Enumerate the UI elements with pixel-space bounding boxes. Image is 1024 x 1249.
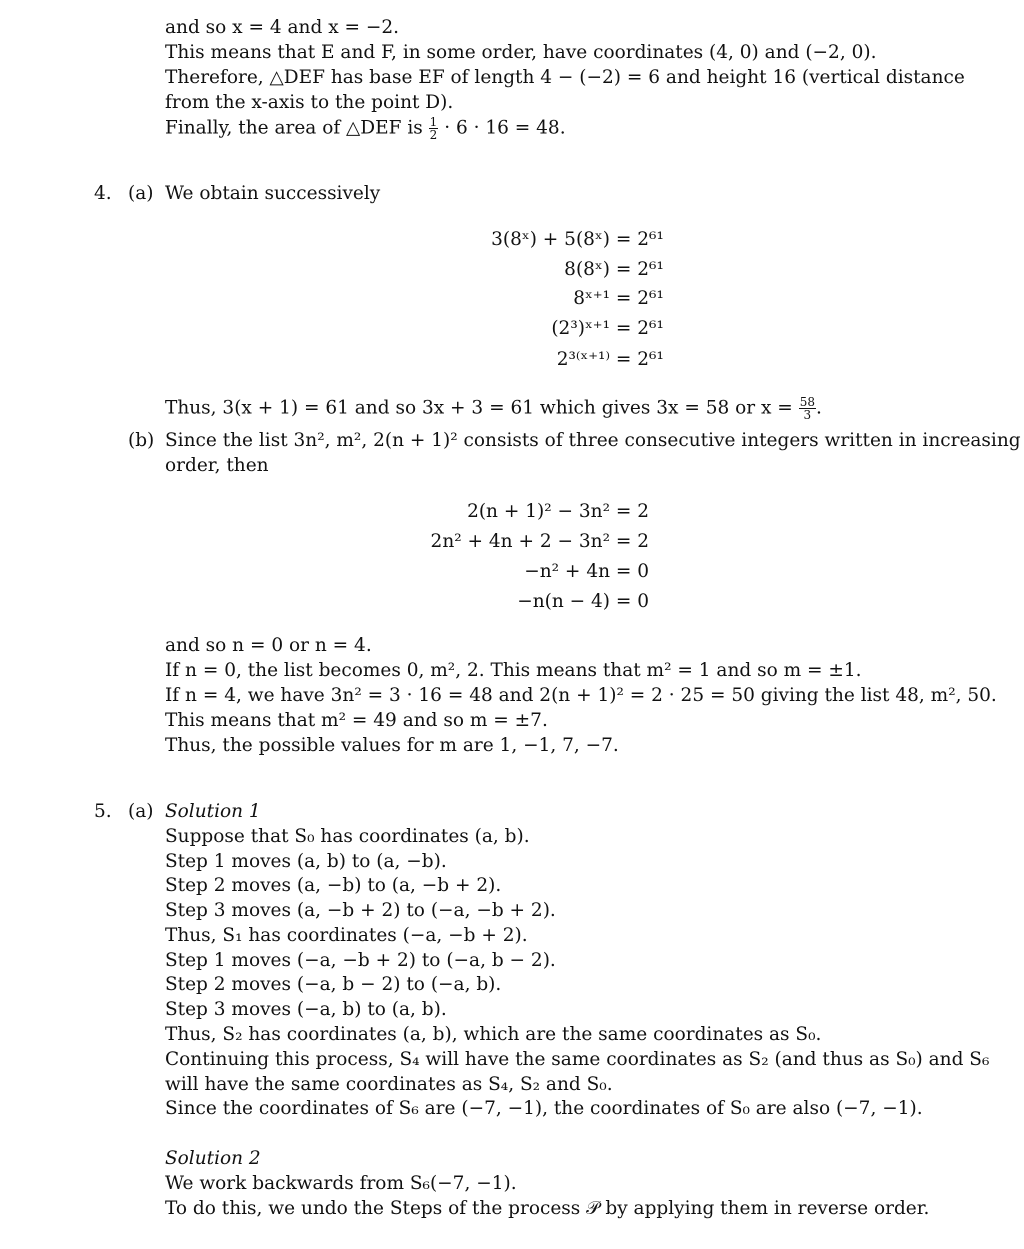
- equation-rhs: = 0: [615, 591, 650, 612]
- problem-4a-equation-1: [440, 225, 664, 255]
- solution-1-line: Step 3 moves (a, −b + 2) to (−a, −b + 2).: [165, 900, 556, 921]
- problem-4a-equation-4: [440, 314, 664, 344]
- solution-2-line: We work backwards from S₆(−7, −1).: [165, 1173, 517, 1194]
- intro-line-4: from the x-axis to the point D).: [165, 92, 454, 113]
- intro-line-1: and so x = 4 and x = −2.: [165, 17, 400, 38]
- problem-4a-conclusion: [165, 396, 822, 421]
- equation-lhs: 8(8ˣ): [564, 259, 610, 280]
- fraction-numerator: 58: [799, 395, 815, 409]
- problem-5-number: 5.: [94, 801, 112, 822]
- conclusion-post: .: [815, 397, 822, 419]
- intro-line-5: [165, 116, 566, 141]
- problem-4b-after-3: If n = 4, we have 3n² = 3 · 16 = 48 and 2(n + 1)² = 2 · 25 = 50 giving the list 48, m², 50.: [165, 685, 997, 706]
- problem-4b-equation-2: [400, 527, 649, 557]
- solution-1-line: Continuing this process, S₄ will have the same coordinates as S₂ (and thus as S₀) and S₆: [165, 1049, 990, 1070]
- equation-rhs: = 2⁶¹: [615, 349, 664, 370]
- conclusion-fraction: [799, 396, 816, 421]
- equation-rhs: = 2⁶¹: [615, 318, 664, 339]
- problem-4b-after-4: This means that m² = 49 and so m = ±7.: [165, 710, 548, 731]
- equation-lhs: 3(8ˣ) + 5(8ˣ): [491, 229, 610, 250]
- intro-line-3: Therefore, △DEF has base EF of length 4 − (−2) = 6 and height 16 (vertical distance: [165, 67, 965, 88]
- equation-lhs: 2(n + 1)² − 3n²: [467, 501, 610, 522]
- solution-1-line: Step 1 moves (a, b) to (a, −b).: [165, 851, 447, 872]
- equation-rhs: = 0: [615, 561, 650, 582]
- equation-lhs: 8ˣ⁺¹: [573, 288, 610, 309]
- problem-5a-label: (a): [128, 801, 154, 822]
- solution-1-line: Step 2 moves (−a, b − 2) to (−a, b).: [165, 974, 502, 995]
- solution-1-title: Solution 1: [165, 801, 261, 822]
- solution-1-line: Thus, S₁ has coordinates (−a, −b + 2).: [165, 925, 528, 946]
- solution-2-line: To do this, we undo the Steps of the process 𝒫 by applying them in reverse order.: [165, 1198, 930, 1219]
- solution-1-line: Step 2 moves (a, −b) to (a, −b + 2).: [165, 875, 502, 896]
- solution-1-line: Thus, S₂ has coordinates (a, b), which are the same coordinates as S₀.: [165, 1024, 822, 1045]
- equation-rhs: = 2⁶¹: [615, 259, 664, 280]
- equation-rhs: = 2⁶¹: [615, 229, 664, 250]
- intro-area-pre: Finally, the area of △DEF is: [165, 117, 423, 139]
- problem-4a-equation-5: [440, 345, 664, 375]
- fraction-denominator: 2: [429, 128, 438, 142]
- equation-rhs: = 2: [615, 501, 650, 522]
- solution-1-line: Step 1 moves (−a, −b + 2) to (−a, b − 2).: [165, 950, 556, 971]
- solution-1-line: Since the coordinates of S₆ are (−7, −1), the coordinates of S₀ are also (−7, −1).: [165, 1098, 923, 1119]
- solution-1-line: will have the same coordinates as S₄, S₂ and S₀.: [165, 1074, 613, 1095]
- equation-lhs: 2³⁽ˣ⁺¹⁾: [556, 349, 610, 370]
- problem-4b-line-2: order, then: [165, 455, 269, 476]
- solution-1-line: Suppose that S₀ has coordinates (a, b).: [165, 826, 530, 847]
- equation-rhs: = 2: [615, 531, 650, 552]
- problem-4b-label: (b): [128, 430, 155, 451]
- problem-4b-after-1: and so n = 0 or n = 4.: [165, 635, 372, 656]
- problem-4b-after-5: Thus, the possible values for m are 1, −1, 7, −7.: [165, 735, 619, 756]
- problem-4a-label: (a): [128, 183, 154, 204]
- problem-4b-equation-4: [400, 587, 649, 617]
- equation-rhs: = 2⁶¹: [615, 288, 664, 309]
- solution-1-line: Step 3 moves (−a, b) to (a, b).: [165, 999, 447, 1020]
- problem-4a-equation-3: [440, 284, 664, 314]
- fraction-numerator: 1: [429, 115, 438, 129]
- equation-lhs: 2n² + 4n + 2 − 3n²: [430, 531, 610, 552]
- problem-4b-after-2: If n = 0, the list becomes 0, m², 2. This means that m² = 1 and so m = ±1.: [165, 660, 862, 681]
- equation-lhs: (2³)ˣ⁺¹: [551, 318, 610, 339]
- problem-4b-line-1: Since the list 3n², m², 2(n + 1)² consists of three consecutive integers written in increasing: [165, 430, 1021, 451]
- fraction-denominator: 3: [803, 408, 812, 422]
- solution-2-title: Solution 2: [165, 1148, 261, 1169]
- problem-4b-equation-3: [400, 557, 649, 587]
- problem-4a-intro: We obtain successively: [165, 183, 381, 204]
- problem-4a-equation-2: [440, 255, 664, 285]
- problem-4b-equation-1: [400, 497, 649, 527]
- intro-area-fraction: [429, 116, 439, 141]
- conclusion-pre: Thus, 3(x + 1) = 61 and so 3x + 3 = 61 which gives 3x = 58 or x =: [165, 397, 793, 419]
- intro-line-2: This means that E and F, in some order, have coordinates (4, 0) and (−2, 0).: [165, 42, 877, 63]
- equation-lhs: −n(n − 4): [517, 591, 610, 612]
- intro-area-post: · 6 · 16 = 48.: [444, 117, 566, 139]
- equation-lhs: −n² + 4n: [524, 561, 610, 582]
- problem-4-number: 4.: [94, 183, 112, 204]
